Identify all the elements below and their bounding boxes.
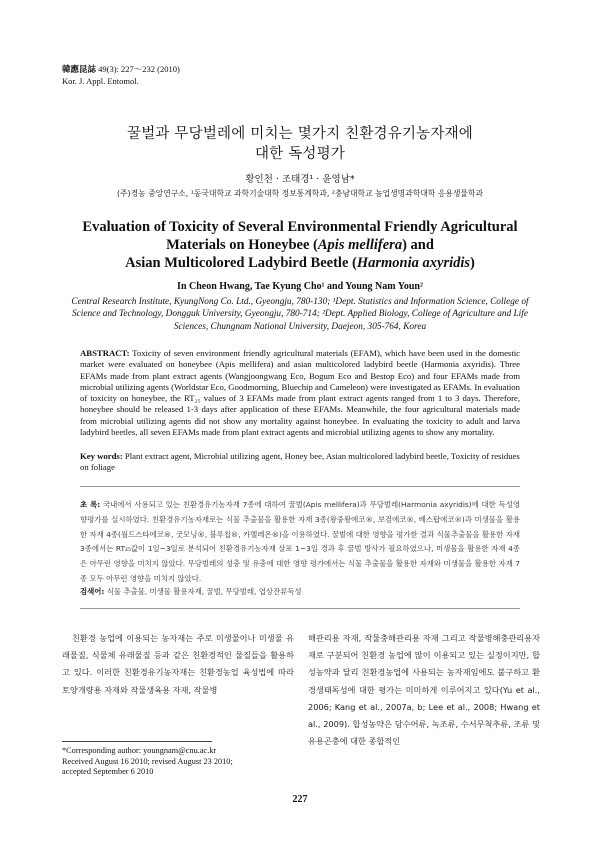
english-title-line1: Evaluation of Toxicity of Several Environmental Friendly Agricultural: [82, 219, 518, 235]
korean-keywords: [80, 586, 520, 597]
divider: [80, 608, 520, 609]
page-number: 227: [292, 794, 308, 805]
body-column-right: 해관리용 자재, 작물충해관리용 자재 그리고 작물병해충관리용자재로 구분되어 친환경 농업에 많이 이용되고 있는 실정이지만, 합성농약과 달리 친환경농업에 사용되는 농자재임에도 불구하고 환경생태독성에 대한 평가는 미미하게 이루어지고 있다(Yu et al., 2006; Kang et al., 2007a, b; Lee et al., 2008; Hwang et al., 2009). 합성농약은 담수어류, 녹조류, 수서무척추류, 조류 및 유용곤충에 대한 종합적인: [308, 633, 540, 747]
korean-abstract: [80, 498, 520, 587]
english-authors: In Cheon Hwang, Tae Kyung Cho¹ and Young Nam Youn²: [177, 281, 423, 292]
journal-header: [62, 64, 180, 87]
korean-title-line1: 꿀벌과 무당벌레에 미치는 몇가지 친환경유기농자재에: [127, 126, 473, 142]
species-name: Harmonia axyridis: [356, 255, 471, 271]
footnote-divider: [62, 741, 212, 742]
divider: [80, 486, 520, 487]
title-text: ): [470, 255, 475, 271]
korean-authors: 황인천 · 조태경¹ · 윤영남*: [245, 174, 355, 185]
english-title-line3: [50, 254, 550, 272]
journal-eng-name: Kor. J. Appl. Entomol.: [62, 76, 139, 86]
accepted-date: accepted September 6 2010: [62, 767, 154, 777]
english-affiliations: Central Research Institute, KyungNong Co. Ltd., Gyeongju, 780-130; ¹Dept. Statistics and Information Science, College of Science and Technology, Dongguk University, Gyeongju, 780-714; ²Dept. Applied Biology, College of Agriculture and Life Sciences, Chungnam National University, Daejeon, 305-764, Korea: [71, 297, 529, 332]
keywords-text: Plant extract agent, Microbial utilizing agent, Honey bee, Asian multicolored ladybird beetle, Toxicity of residues on foliage: [80, 451, 520, 473]
korean-affiliations: (주)경농 중앙연구소, ¹동국대학교 과학기술대학 정보통계학과, ²충남대학교 농업생명과학대학 응용생물학과: [116, 189, 484, 198]
korean-abstract-label: 초 록:: [80, 500, 101, 509]
english-title-line2: [50, 236, 550, 254]
corresponding-author: *Corresponding author: youngnam@cnu.ac.kr: [62, 746, 217, 755]
species-name: Apis mellifera: [317, 237, 403, 253]
keywords-label: Key words:: [80, 451, 123, 461]
keywords: [80, 451, 520, 474]
abstract: [80, 348, 520, 438]
journal-volume-pages: 49(3): 227～232 (2010): [98, 64, 180, 74]
title-text: ) and: [402, 237, 434, 253]
english-title: [50, 218, 550, 272]
korean-title: [0, 124, 600, 164]
received-date: Received August 16 2010; revised August 23 2010;: [62, 756, 233, 766]
abstract-text: Toxicity of seven environment friendly agricultural materials (EFAM), which have been used in the domestic market were evaluated on honeybee (Apis mellifera) and asian multicolored ladybird beetle (Harmonia axyridis). Three EFAMs made from plant extract agents (Wangjoongwang Eco, Bogum Eco and Bestop Eco) and four EFAMs made from microbial utilizing agents (Worldstar Eco, Goodmorning, Bluechip and Cameleon) were investigated as EFAMs. In evaluation of toxicity on honeybee, the RT₂₅ values of 3 EFAMs made from plant extract agents ranged from 1 to 3 days. Therefore, honeybee should be released 1-3 days after application of these EFAMs. Meanwhile, the four agricultural materials made from microbial utilizing agents did not show any mortality against honeybee. In evaluating the toxicity to adult and larva ladybird beetles, all seven EFAMs made from plant extract agents and microbial utilizing agents to show any mortality.: [80, 348, 521, 438]
abstract-label: ABSTRACT:: [80, 348, 130, 358]
korean-title-line2: 대한 독성평가: [254, 146, 346, 162]
title-text: Asian Multicolored Ladybird Beetle (: [125, 255, 357, 271]
korean-abstract-text: 국내에서 사용되고 있는 친환경유기농자재 7종에 대하여 꿀벌(Apis mellifera)과 무당벌레(Harmonia axyridis)에 대한 독성영향평가를 실시하였다. 친환경유기농자재로는 식물 추출물을 활용한 자재 3종(왕중왕에코®, 보검에코®, 베스탑에코®)과 미생물을 활용한 자재 4종(월드스타에코®, 굿모닝®, 블루칩®, 카멜레온®)을 이용하였다. 꿀벌에 대한 영향을 평가한 결과 식물추출물을 활용한 자재 3종에서는 RT₂₅값이 1일~3일로 분석되어 친환경유기농자재 살포 1~3일 경과 후 꿀벌 방사가 필요하였으나, 미생물을 활용한 자재 4종은 아무런 영향을 미치지 않았다. 무당벌레의 성충 및 유충에 대한 영향 평가에서는 식물 추출물을 활용한 자재와 미생물을 활용한 자재 7종 모두 아무런 영향을 미치지 않았다.: [80, 500, 520, 583]
korean-keywords-text: 식물 추출물, 미생물 활용자재, 꿀벌, 무당벌레, 엽상잔류독성: [106, 587, 302, 596]
footnote: [62, 746, 302, 778]
title-text: Materials on Honeybee (: [166, 237, 318, 253]
korean-keywords-label: 검색어:: [80, 587, 105, 596]
body-column-left: 친환경 농업에 이용되는 농자재는 주로 미생물이나 미생물 유래물질, 식물체 유래물질 등과 같은 친환경적인 물질들을 활용하고 있다. 이러한 친환경유기농자재는 친환경농업 육성법에 따라 토양개량용 자재와 작물생육용 자재, 작물병: [62, 633, 294, 695]
journal-kor-name: 韓應昆誌: [62, 65, 97, 75]
